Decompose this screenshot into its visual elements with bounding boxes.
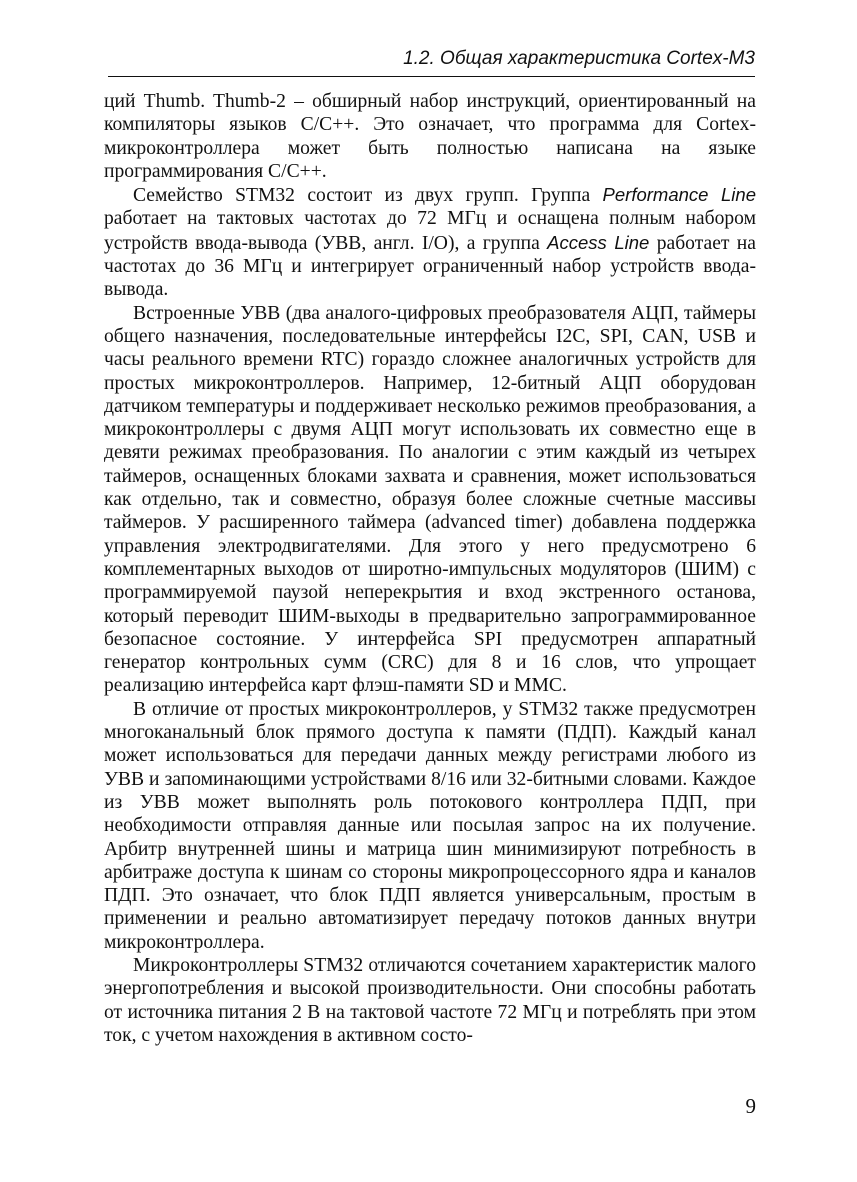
- header-rule: [108, 76, 755, 77]
- paragraph-text-part: работает на тактовых частотах до 72 МГц и оснащена полным набором устройств ввода-вывода (УВВ, англ. I/O), а группа: [104, 208, 756, 254]
- term-access-line: Access Line: [547, 231, 650, 253]
- paragraph-text-part: работает на частотах до 36 МГц и интегрирует ограниченный набор устройств ввода-вывода.: [104, 232, 756, 301]
- running-header-title: 1.2. Общая характеристика Cortex-M3: [403, 48, 755, 69]
- paragraph-continuation: ций Thumb. Thumb-2 – обширный набор инструкций, ориентированный на компиляторы языков C/C++. Это означает, что программа для Cortex-микроконтроллера может быть полностью написана на языке программирования C/C++.: [104, 91, 756, 182]
- term-performance-line: Performance Line: [602, 184, 756, 206]
- paragraph-stm32-family: [104, 183, 756, 301]
- paragraph-dma: В отличие от простых микроконтроллеров, у STM32 также предусмотрен многоканальный блок прямого доступа к памяти (ПДП). Каждый канал может использоваться для передачи данных между регистрами любого из УВВ и запоминающими устройствами 8/16 или 32-битными словами. Каждое из УВВ может выполнять роль потокового контроллера ПДП, при необходимости отправляя данные или посылая запрос на их получение. Арбитр внутренней шины и матрица шин минимизируют потребность в арбитраже доступа к шинам со стороны микропроцессорного ядра и каналов ПДП. Это означает, что блок ПДП является универсальным, простым в применении и реально автоматизирует передачу потоков данных внутри микроконтроллера.: [104, 698, 756, 953]
- page-number: 9: [745, 1094, 756, 1118]
- body-text: [104, 90, 756, 1047]
- paragraph-power: Микроконтроллеры STM32 отличаются сочетанием характеристик малого энергопотребления и высокой производительности. Они способны работать от источника питания 2 В на тактовой частоте 72 МГц и потреблять при этом ток, с учетом нахождения в активном состо-: [104, 954, 756, 1046]
- paragraph-peripherals: Встроенные УВВ (два аналого-цифровых преобразователя АЦП, таймеры общего назначения, последовательные интерфейсы I2C, SPI, CAN, USB и часы реального времени RTC) гораздо сложнее аналогичных устройств для простых микроконтроллеров. Например, 12-битный АЦП оборудован датчиком температуры и поддерживает несколько режимов преобразования, а микроконтроллеры с двумя АЦП могут использовать их совместно еще в девяти режимах преобразования. По аналогии с этим каждый из четырех таймеров, оснащенных блоками захвата и сравнения, может использоваться как отдельно, так и совместно, образуя более сложные счетные массивы таймеров. У расширенного таймера (advanced timer) добавлена поддержка управления электродвигателями. Для этого у него предусмотрено 6 комплементарных выходов от широтно-импульсных модуляторов (ШИМ) с программируемой паузой неперекрытия и вход экстренного останова, который переводит ШИМ-выходы в предварительно запрограммированное безопасное состояние. У интерфейса SPI предусмотрен аппаратный генератор контрольных сумм (CRC) для 8 и 16 слов, что упрощает реализацию интерфейса карт флэш-памяти SD и MMC.: [104, 302, 756, 697]
- paragraph-text-part: Семейство STM32 состоит из двух групп. Группа: [133, 185, 603, 207]
